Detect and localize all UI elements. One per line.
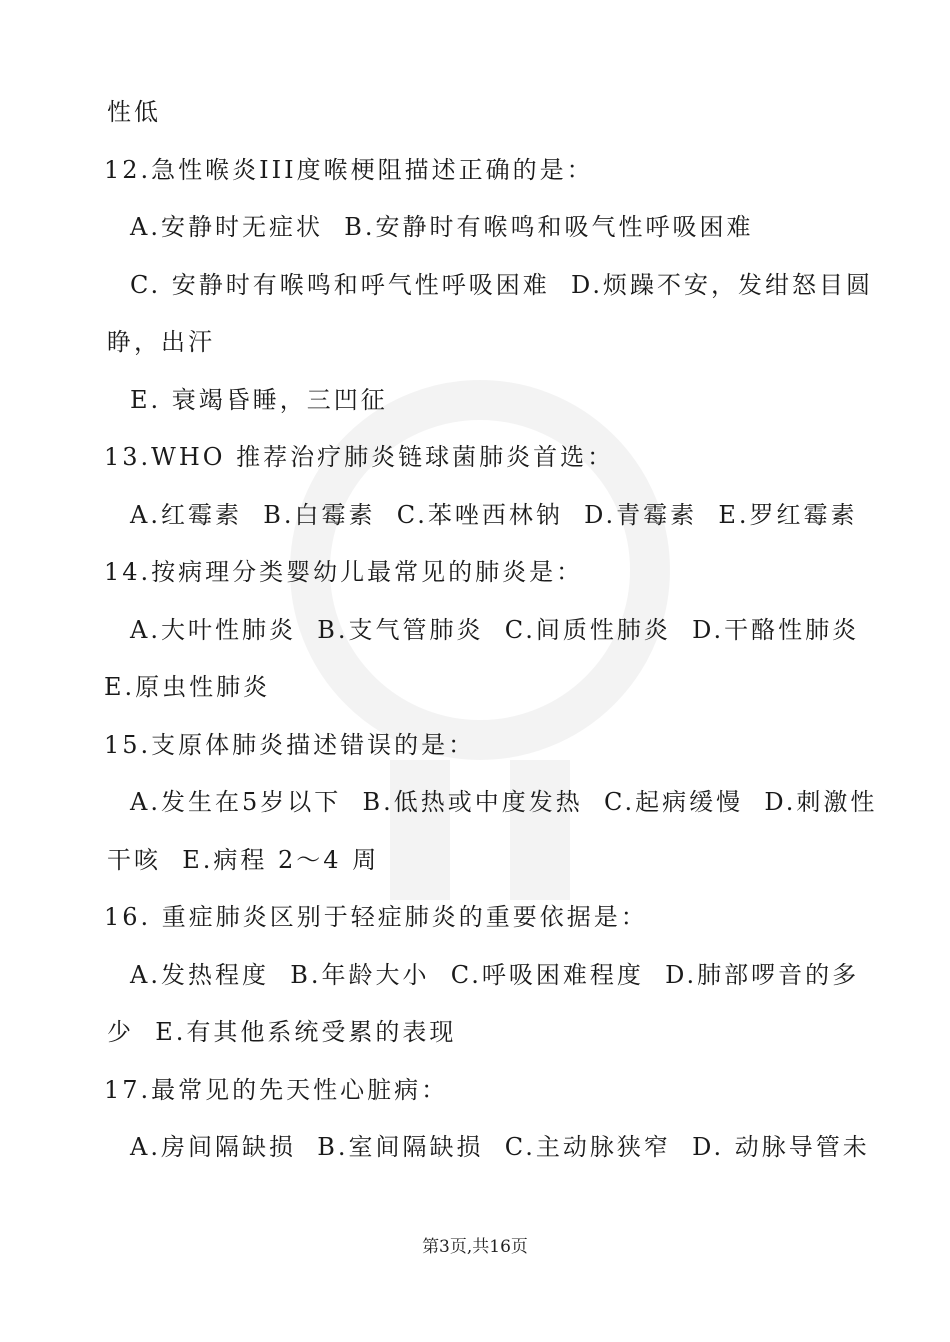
options-15: 干咳 E.病程 2～4 周 <box>107 846 380 874</box>
options-14: E.原虫性肺炎 <box>104 673 271 701</box>
text-line: 性低 <box>107 98 161 126</box>
text-line: 睁，出汗 <box>107 328 215 356</box>
options-12: E. 衰竭昏睡，三凹征 <box>130 386 388 414</box>
question-15: 15.支原体肺炎描述错误的是： <box>104 731 476 759</box>
page-footer: 第3页,共16页 <box>422 1237 528 1257</box>
options-16: 少 E.有其他系统受累的表现 <box>107 1018 457 1046</box>
question-12: 12.急性喉炎III度喉梗阻描述正确的是： <box>104 156 594 184</box>
options-12: C. 安静时有喉鸣和呼气性呼吸困难 D.烦躁不安，发绀怒目圆 <box>130 271 874 299</box>
options-17: A.房间隔缺损 B.室间隔缺损 C.主动脉狭窄 D. 动脉导管未 <box>130 1133 870 1161</box>
question-16: 16. 重症肺炎区别于轻症肺炎的重要依据是： <box>104 903 648 931</box>
question-13: 13.WHO 推荐治疗肺炎链球菌肺炎首选： <box>104 443 615 471</box>
options-15: A.发生在5岁以下 B.低热或中度发热 C.起病缓慢 D.刺激性 <box>130 788 878 816</box>
options-14: A.大叶性肺炎 B.支气管肺炎 C.间质性肺炎 D.干酪性肺炎 <box>130 616 860 644</box>
options-16: A.发热程度 B.年龄大小 C.呼吸困难程度 D.肺部啰音的多 <box>130 961 860 989</box>
options-12: A.安静时无症状 B.安静时有喉鸣和吸气性呼吸困难 <box>130 213 754 241</box>
options-13: A.红霉素 B.白霉素 C.苯唑西林钠 D.青霉素 E.罗红霉素 <box>130 501 858 529</box>
question-17: 17.最常见的先天性心脏病： <box>104 1076 449 1104</box>
question-14: 14.按病理分类婴幼儿最常见的肺炎是： <box>104 558 584 586</box>
